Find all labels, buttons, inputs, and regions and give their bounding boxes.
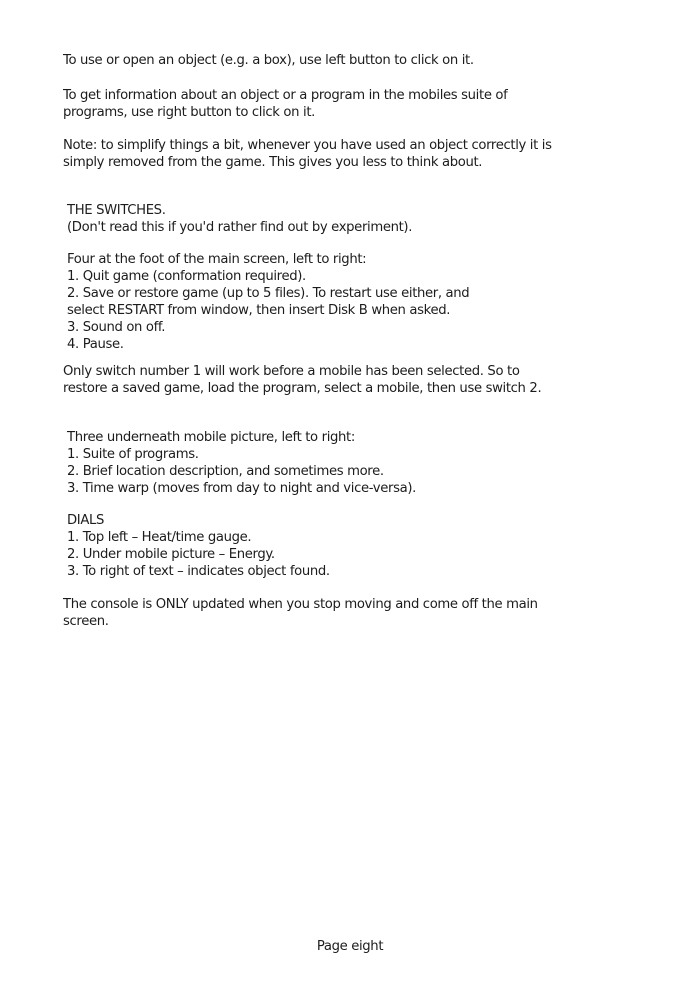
list-item: 3. To right of text – indicates object found. <box>67 564 330 579</box>
paragraph-switch-note <box>63 363 653 397</box>
text-line: The console is ONLY updated when you stop moving and come off the main <box>63 597 538 612</box>
dials-list <box>67 512 657 580</box>
list-item: 2. Brief location description, and sometimes more. <box>67 464 384 479</box>
text-line: restore a saved game, load the program, select a mobile, then use switch 2. <box>63 381 542 396</box>
list-item: 2. Save or restore game (up to 5 files). To restart use either, and <box>67 286 470 301</box>
paragraph-note <box>63 137 653 171</box>
text-line: screen. <box>63 614 109 629</box>
list-item: 1. Suite of programs. <box>67 447 199 462</box>
paragraph-object-use <box>63 52 653 69</box>
page-number: Page eight <box>316 939 384 954</box>
text-line: Only switch number 1 will work before a mobile has been selected. So to <box>63 364 520 379</box>
list-item: 1. Top left – Heat/time gauge. <box>67 530 252 545</box>
list-item: 4. Pause. <box>67 337 124 352</box>
text-line: To get information about an object or a program in the mobiles suite of <box>63 88 508 103</box>
switches-list <box>67 251 657 353</box>
list-item: 3. Time warp (moves from day to night and vice-versa). <box>67 481 416 496</box>
mobile-switches-list <box>67 429 657 497</box>
list-item: 2. Under mobile picture – Energy. <box>67 547 275 562</box>
section-title: DIALS <box>67 513 105 528</box>
text-line: (Don't read this if you'd rather find out by experiment). <box>67 220 413 235</box>
section-heading-switches <box>67 202 657 236</box>
text-line: Three underneath mobile picture, left to right: <box>67 430 355 445</box>
list-item: 3. Sound on off. <box>67 320 166 335</box>
text-line: Four at the foot of the main screen, left to right: <box>67 252 367 267</box>
text-line: To use or open an object (e.g. a box), use left button to click on it. <box>63 53 474 68</box>
text-line: programs, use right button to click on it. <box>63 105 315 120</box>
text-line: simply removed from the game. This gives you less to think about. <box>63 155 483 170</box>
text-line: Note: to simplify things a bit, whenever you have used an object correctly it is <box>63 138 552 153</box>
paragraph-console <box>63 596 653 630</box>
list-item: select RESTART from window, then insert Disk B when asked. <box>67 303 451 318</box>
list-item: 1. Quit game (conformation required). <box>67 269 306 284</box>
section-title: THE SWITCHES. <box>67 203 166 218</box>
paragraph-object-info <box>63 87 653 121</box>
